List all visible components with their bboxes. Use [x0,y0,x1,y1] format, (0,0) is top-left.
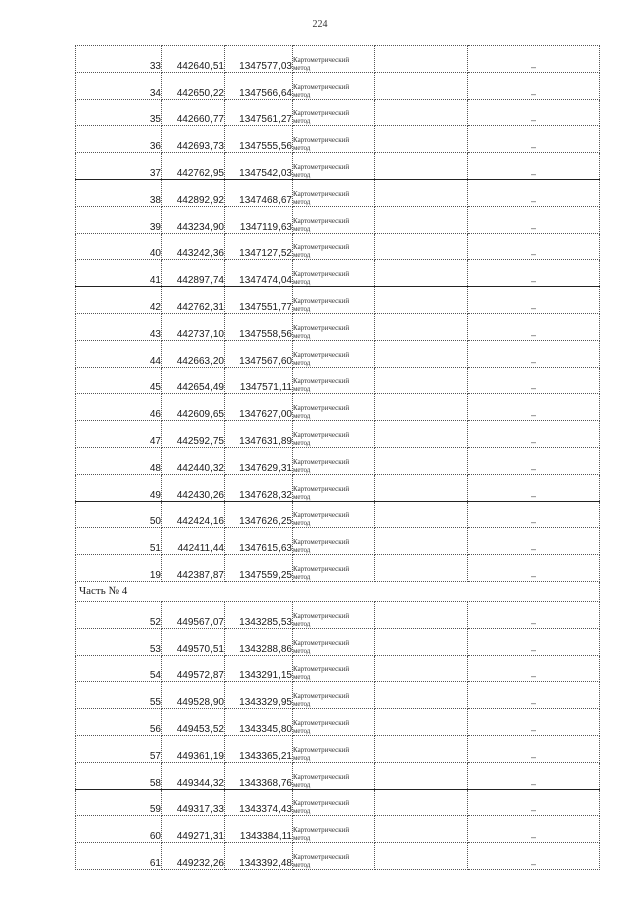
method-line2: метод [293,170,311,179]
method-cell [293,709,375,736]
coordinate-y: 1347631,89 [225,421,293,448]
method-cell [293,555,375,582]
method-line1: Картометрический [293,718,350,727]
method-line1: Картометрический [293,377,350,386]
table-row [76,628,600,655]
point-number: 38 [76,179,162,206]
method-cell [293,447,375,474]
empty-cell [375,126,468,153]
coordinate-y: 1343345,80 [225,709,293,736]
method-line2: метод [293,117,311,126]
point-number: 39 [76,206,162,233]
dash-cell: – [468,555,600,582]
empty-cell [375,72,468,99]
point-number: 57 [76,735,162,762]
method-line1: Картометрический [293,826,350,835]
method-line1: Картометрический [293,189,350,198]
table-row [76,233,600,260]
point-number: 58 [76,762,162,789]
method-line2: метод [293,438,311,447]
coordinate-y: 1347627,00 [225,394,293,421]
coordinate-x: 442424,16 [162,501,225,528]
method-cell [293,233,375,260]
table-row [76,260,600,287]
method-line1: Картометрический [293,323,350,332]
coordinate-y: 1347559,25 [225,555,293,582]
coordinates-table [75,45,600,870]
method-line2: метод [293,700,311,709]
method-line2: метод [293,144,311,153]
point-number: 34 [76,72,162,99]
coordinate-x: 442762,31 [162,287,225,314]
table-row [76,762,600,789]
method-line1: Картометрический [293,638,350,647]
method-cell [293,46,375,73]
empty-cell [375,46,468,73]
method-line2: метод [293,492,311,501]
dash-cell: – [468,126,600,153]
coordinate-y: 1343329,95 [225,682,293,709]
dash-cell: – [468,628,600,655]
coordinate-y: 1347542,03 [225,153,293,180]
method-line2: метод [293,780,311,789]
empty-cell [375,555,468,582]
point-number: 51 [76,528,162,555]
dash-cell: – [468,233,600,260]
method-line1: Картометрический [293,611,350,620]
method-cell [293,179,375,206]
empty-cell [375,394,468,421]
table-row [76,179,600,206]
method-cell [293,816,375,843]
dash-cell: – [468,287,600,314]
method-line2: метод [293,90,311,99]
point-number: 52 [76,601,162,628]
method-line1: Картометрический [293,296,350,305]
coordinate-x: 442663,20 [162,340,225,367]
coordinate-x: 442892,92 [162,179,225,206]
method-line2: метод [293,753,311,762]
dash-cell: – [468,709,600,736]
table-row [76,528,600,555]
table-row [76,555,600,582]
table-row [76,287,600,314]
part-label: Часть № 4 [76,581,600,601]
empty-cell [375,260,468,287]
coordinate-x: 442430,26 [162,474,225,501]
dash-cell: – [468,762,600,789]
method-line2: метод [293,673,311,682]
coordinate-x: 442660,77 [162,99,225,126]
point-number: 46 [76,394,162,421]
coordinate-y: 1347127,52 [225,233,293,260]
empty-cell [375,501,468,528]
method-line1: Картометрический [293,55,350,64]
empty-cell [375,179,468,206]
method-line1: Картометрический [293,350,350,359]
dash-cell: – [468,367,600,394]
method-cell [293,153,375,180]
coordinate-y: 1343285,53 [225,601,293,628]
method-cell [293,421,375,448]
method-line2: метод [293,572,311,581]
coordinate-y: 1343288,86 [225,628,293,655]
method-line2: метод [293,385,311,394]
empty-cell [375,313,468,340]
coordinate-x: 442737,10 [162,313,225,340]
point-number: 42 [76,287,162,314]
empty-cell [375,735,468,762]
method-line1: Картометрический [293,511,350,520]
method-cell [293,501,375,528]
coordinate-y: 1347577,03 [225,46,293,73]
dash-cell: – [468,601,600,628]
dash-cell: – [468,735,600,762]
coordinate-y: 1347468,67 [225,179,293,206]
method-cell [293,735,375,762]
coordinate-y: 1347558,56 [225,313,293,340]
point-number: 53 [76,628,162,655]
method-cell [293,340,375,367]
empty-cell [375,628,468,655]
coordinate-x: 443234,90 [162,206,225,233]
empty-cell [375,789,468,816]
point-number: 41 [76,260,162,287]
table-row [76,72,600,99]
coordinate-x: 442440,32 [162,447,225,474]
method-line2: метод [293,197,311,206]
point-number: 36 [76,126,162,153]
dash-cell: – [468,206,600,233]
method-cell [293,394,375,421]
method-line1: Картометрический [293,665,350,674]
table-row [76,474,600,501]
method-cell [293,287,375,314]
method-cell [293,601,375,628]
method-line2: метод [293,807,311,816]
table-row [76,655,600,682]
method-line1: Картометрический [293,270,350,279]
coordinate-x: 442592,75 [162,421,225,448]
empty-cell [375,287,468,314]
empty-cell [375,447,468,474]
coordinate-x: 442897,74 [162,260,225,287]
coordinate-y: 1343374,43 [225,789,293,816]
method-line1: Картометрический [293,430,350,439]
coordinate-y: 1347571,11 [225,367,293,394]
coordinate-x: 442654,49 [162,367,225,394]
method-line1: Картометрический [293,243,350,252]
coordinate-y: 1347555,56 [225,126,293,153]
coordinate-x: 449361,19 [162,735,225,762]
point-number: 44 [76,340,162,367]
point-number: 50 [76,501,162,528]
coordinate-x: 442609,65 [162,394,225,421]
table-row [76,340,600,367]
dash-cell: – [468,655,600,682]
method-cell [293,99,375,126]
method-line2: метод [293,646,311,655]
dash-cell: – [468,72,600,99]
point-number: 59 [76,789,162,816]
empty-cell [375,601,468,628]
method-cell [293,206,375,233]
empty-cell [375,233,468,260]
point-number: 47 [76,421,162,448]
coordinate-x: 449570,51 [162,628,225,655]
empty-cell [375,421,468,448]
method-line2: метод [293,860,311,869]
method-cell [293,682,375,709]
coordinate-y: 1347119,63 [225,206,293,233]
method-line1: Картометрический [293,162,350,171]
coordinate-y: 1343291,15 [225,655,293,682]
method-line1: Картометрический [293,216,350,225]
method-line1: Картометрический [293,484,350,493]
dash-cell: – [468,421,600,448]
method-line1: Картометрический [293,404,350,413]
coordinate-y: 1347615,63 [225,528,293,555]
method-cell [293,528,375,555]
coordinate-y: 1343384,11 [225,816,293,843]
coordinate-x: 442650,22 [162,72,225,99]
coordinate-x: 442693,73 [162,126,225,153]
empty-cell [375,206,468,233]
method-line1: Картометрический [293,745,350,754]
point-number: 60 [76,816,162,843]
empty-cell [375,655,468,682]
method-line2: метод [293,278,311,287]
dash-cell: – [468,816,600,843]
table-row [76,501,600,528]
point-number: 43 [76,313,162,340]
point-number: 19 [76,555,162,582]
method-cell [293,474,375,501]
coordinate-x: 443242,36 [162,233,225,260]
empty-cell [375,153,468,180]
point-number: 55 [76,682,162,709]
coordinate-y: 1347567,60 [225,340,293,367]
coordinate-y: 1347551,77 [225,287,293,314]
method-cell [293,313,375,340]
table-row [76,735,600,762]
table-row [76,682,600,709]
coordinate-y: 1347561,27 [225,99,293,126]
method-line1: Картометрический [293,538,350,547]
point-number: 40 [76,233,162,260]
empty-cell [375,843,468,870]
coordinate-y: 1347629,31 [225,447,293,474]
dash-cell: – [468,474,600,501]
method-line1: Картометрический [293,136,350,145]
point-number: 49 [76,474,162,501]
method-cell [293,126,375,153]
table-row [76,46,600,73]
empty-cell [375,528,468,555]
empty-cell [375,340,468,367]
method-line2: метод [293,251,311,260]
empty-cell [375,99,468,126]
point-number: 33 [76,46,162,73]
table-row [76,421,600,448]
method-cell [293,367,375,394]
page-number: 224 [312,19,328,30]
coordinate-x: 449317,33 [162,789,225,816]
dash-cell: – [468,340,600,367]
table-row [76,153,600,180]
method-line1: Картометрический [293,457,350,466]
method-cell [293,260,375,287]
method-line1: Картометрический [293,82,350,91]
empty-cell [375,367,468,394]
dash-cell: – [468,260,600,287]
coordinate-y: 1347626,25 [225,501,293,528]
method-line2: метод [293,546,311,555]
coordinate-x: 449567,07 [162,601,225,628]
method-line2: метод [293,465,311,474]
coordinate-x: 449528,90 [162,682,225,709]
coordinate-y: 1343365,21 [225,735,293,762]
coordinate-y: 1347566,64 [225,72,293,99]
table-row [76,789,600,816]
method-line2: метод [293,412,311,421]
table-row [76,313,600,340]
method-line2: метод [293,619,311,628]
coordinate-x: 449453,52 [162,709,225,736]
method-line2: метод [293,304,311,313]
empty-cell [375,682,468,709]
coordinate-x: 449572,87 [162,655,225,682]
table-row [76,816,600,843]
coordinate-x: 449344,32 [162,762,225,789]
dash-cell: – [468,46,600,73]
coordinate-y: 1343392,48 [225,843,293,870]
dash-cell: – [468,528,600,555]
coordinate-y: 1347628,32 [225,474,293,501]
method-line2: метод [293,331,311,340]
method-cell [293,762,375,789]
table-row [76,394,600,421]
empty-cell [375,474,468,501]
part-header-row [76,581,600,601]
dash-cell: – [468,447,600,474]
table-row [76,367,600,394]
dash-cell: – [468,313,600,340]
table-row [76,843,600,870]
method-cell [293,628,375,655]
dash-cell: – [468,789,600,816]
coordinate-x: 449271,31 [162,816,225,843]
dash-cell: – [468,153,600,180]
point-number: 48 [76,447,162,474]
empty-cell [375,762,468,789]
table-row [76,99,600,126]
table-row [76,206,600,233]
method-line2: метод [293,519,311,528]
empty-cell [375,816,468,843]
coordinate-y: 1347474,04 [225,260,293,287]
table-row [76,709,600,736]
method-cell [293,789,375,816]
point-number: 54 [76,655,162,682]
dash-cell: – [468,843,600,870]
method-line2: метод [293,63,311,72]
method-line1: Картометрический [293,692,350,701]
table-row [76,126,600,153]
point-number: 61 [76,843,162,870]
point-number: 35 [76,99,162,126]
point-number: 56 [76,709,162,736]
coordinate-x: 442762,95 [162,153,225,180]
coordinate-x: 449232,26 [162,843,225,870]
empty-cell [375,709,468,736]
coordinate-x: 442640,51 [162,46,225,73]
method-cell [293,843,375,870]
coordinate-x: 442387,87 [162,555,225,582]
method-cell [293,72,375,99]
table-row [76,601,600,628]
method-line2: метод [293,834,311,843]
coordinate-y: 1343368,76 [225,762,293,789]
method-line1: Картометрический [293,564,350,573]
point-number: 45 [76,367,162,394]
dash-cell: – [468,99,600,126]
point-number: 37 [76,153,162,180]
dash-cell: – [468,179,600,206]
dash-cell: – [468,501,600,528]
method-line1: Картометрический [293,772,350,781]
coordinate-x: 442411,44 [162,528,225,555]
method-line2: метод [293,726,311,735]
method-line1: Картометрический [293,109,350,118]
dash-cell: – [468,394,600,421]
method-cell [293,655,375,682]
method-line1: Картометрический [293,852,350,861]
method-line2: метод [293,358,311,367]
table-row [76,447,600,474]
method-line1: Картометрический [293,799,350,808]
method-line2: метод [293,224,311,233]
dash-cell: – [468,682,600,709]
